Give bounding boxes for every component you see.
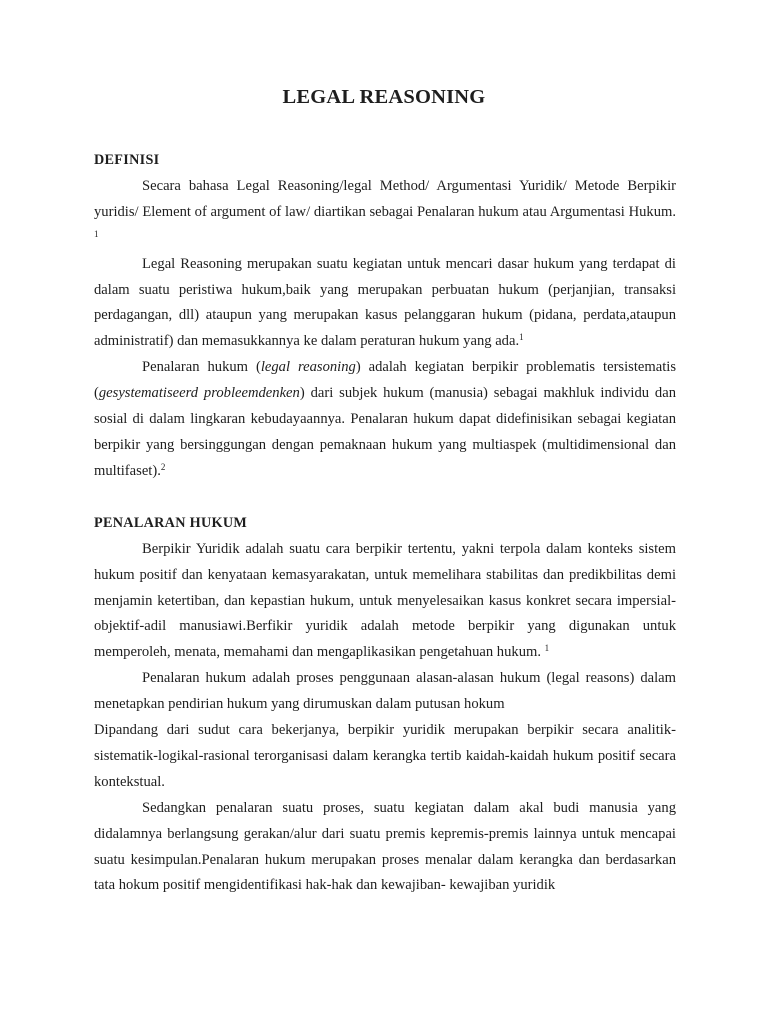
paragraph: [94, 174, 676, 252]
footnote-marker: 1: [94, 228, 99, 239]
paragraph: [94, 355, 676, 485]
paragraph: [94, 666, 676, 718]
paragraph: [94, 796, 676, 900]
footnote-marker: 1: [544, 643, 550, 654]
section-heading-penalaran-hukum: PENALARAN HUKUM: [94, 514, 248, 531]
paragraph-text: ) dari subjek hukum (manusia) sebagai makhluk individu dan sosial di dalam lingkaran kebudayaannya. Penalaran hukum dapat didefinisikan sebagai kegiatan berpikir yang bersinggungan dengan pemaknaan hukum yang multiaspek (multidimensional dan multifaset).: [94, 385, 676, 479]
italic-term: gesystematiseerd probleemdenken: [98, 385, 300, 402]
paragraph-text: Sedangkan penalaran suatu proses, suatu kegiatan dalam akal budi manusia yang didalamnya berlangsung gerakan/alur dari suatu premis kepremis-premis lainnya untuk mencapai suatu kesimpulan.Penalaran hukum merupakan proses menalar dalam kerangka dan berdasarkan tata hokum positif mengidentifikasi hak-hak dan kewajiban- kewajiban yuridik: [94, 799, 676, 894]
paragraph: [94, 252, 676, 356]
paragraph: [94, 537, 676, 667]
footnote-marker: 1: [519, 332, 524, 343]
document-title: LEGAL REASONING: [282, 86, 486, 108]
footnote-marker: 2: [160, 461, 166, 472]
document-body: [94, 148, 676, 899]
paragraph-text: Secara bahasa Legal Reasoning/legal Method/ Argumentasi Yuridik/ Metode Berpikir yuridis/ Element of argument of law/ diartikan sebagai Penalaran hukum atau Argumentasi Hukum.: [94, 177, 676, 220]
paragraph-text: ) adalah kegiatan berpikir problematis tersistematis (: [94, 359, 676, 402]
section-heading-definisi: DEFINISI: [94, 152, 160, 168]
paragraph-text: Berpikir Yuridik adalah suatu cara berpikir tertentu, yakni terpola dalam konteks sistem hukum positif dan kenyataan kemasyarakatan, untuk memelihara stabilitas dan predikbilitas demi menjamin ketertiban, dan kepastian hukum, untuk menyelesaikan kasus konkret secara impersial- objektif-adil manusiawi.Berfikir yuridik adalah metode berpikir yang digunakan untuk memperoleh, menata, memahami dan mengaplikasikan pengetahuan hukum.: [94, 540, 676, 661]
paragraph-text: Dipandang dari sudut cara bekerjanya, berpikir yuridik merupakan berpikir secara analitik-sistematik-logikal-rasional terorganisasi dalam kerangka tertib kaidah-kaidah hukum positif secara kontekstual.: [94, 722, 676, 790]
paragraph-text: Penalaran hukum adalah proses penggunaan alasan-alasan hukum (legal reasons) dalam menetapkan pendirian hukum yang dirumuskan dalam putusan hokum: [94, 670, 676, 713]
paragraph: [94, 718, 676, 796]
paragraph-text: Legal Reasoning merupakan suatu kegiatan untuk mencari dasar hukum yang terdapat di dalam suatu peristiwa hukum,baik yang merupakan perbuatan hukum (perjanjian, transaksi perdagangan, dll) ataupun yang merupakan kasus pelanggaran hukum (pidana, perdata,ataupun administratif) dan memasukkannya ke dalam peraturan hukum yang ada.: [94, 255, 676, 350]
paragraph-text: Penalaran hukum (: [142, 359, 261, 376]
italic-term: legal reasoning: [260, 359, 356, 376]
